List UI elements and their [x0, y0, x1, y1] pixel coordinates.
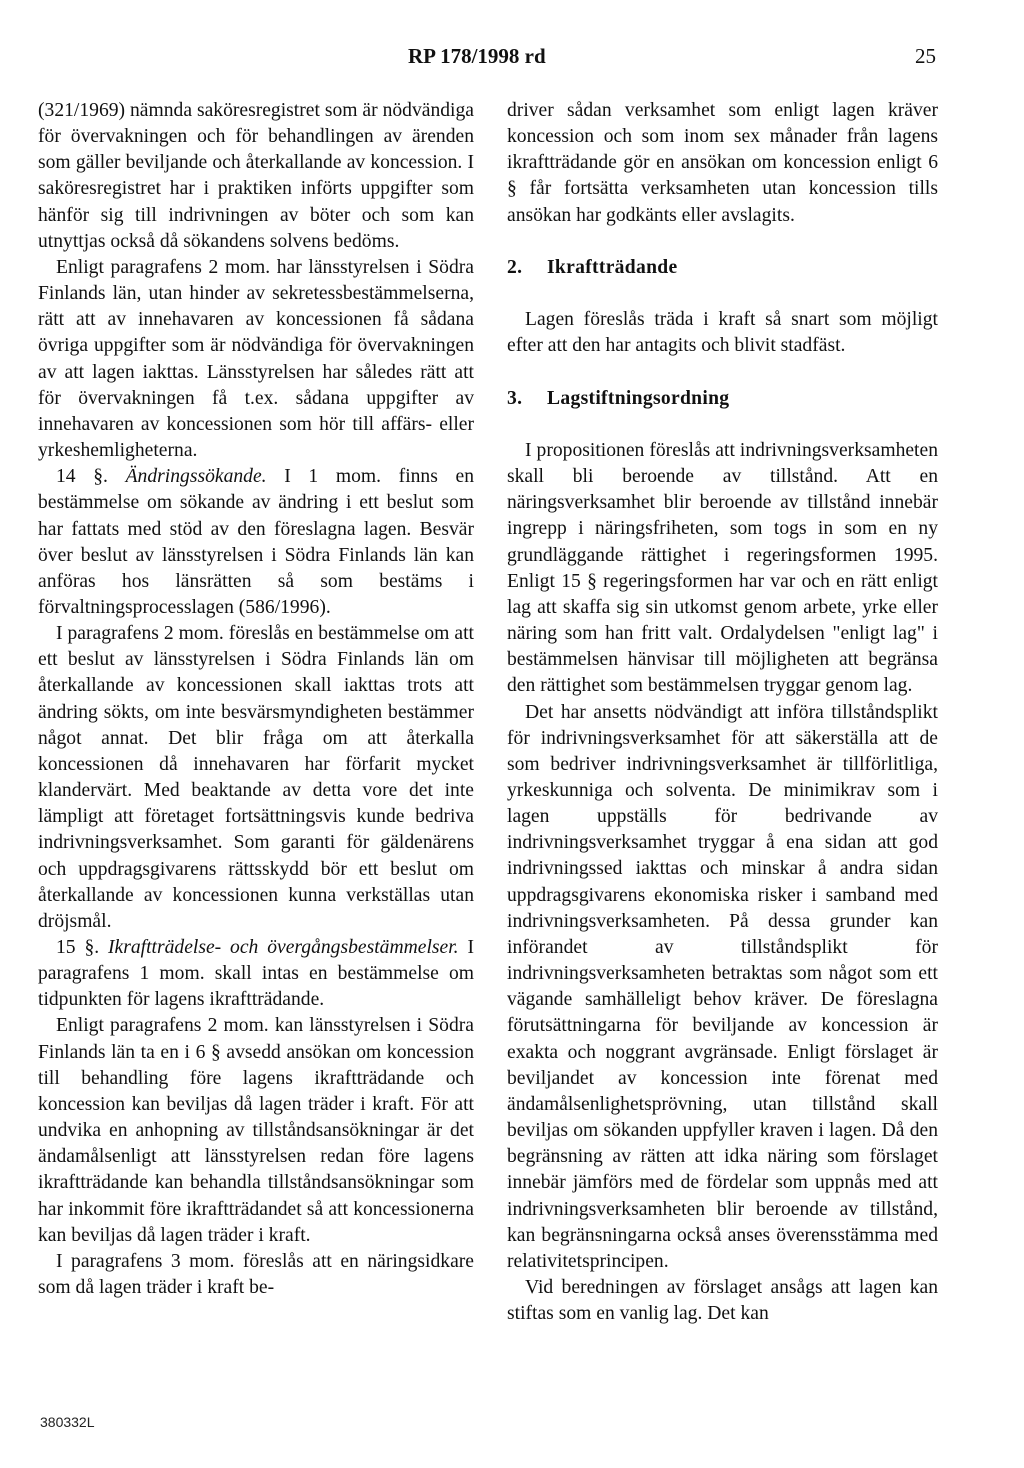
section-3-title: Lagstiftningsordning: [547, 387, 730, 409]
section-14-prefix: 14 §.: [56, 466, 126, 488]
section-3-number: 3.: [507, 387, 523, 409]
left-paragraph-5: [38, 935, 474, 1013]
section-15-title: Ikraftträdelse- och övergångsbestämmelser.: [108, 937, 459, 958]
left-paragraph-4: I paragrafens 2 mom. föreslås en bestämmelse om att ett beslut av länsstyrelsen i Södra Finlands län om återkallande av koncessionen skall iakttas trots att ändring sökts, om inte besvärsmyndigheten bestämmer något annat. Det blir fråga om att återkalla koncessionen då innehavaren har förfarit mycket klandervärt. Med beaktande av detta vore det inte lämpligt att företaget fortsättningsvis kunde bedriva indrivningsverksamhet. Som garanti för gäldenärens och uppdragsgivarens rättsskydd bör ett beslut om återkallande av koncessionen kunna verkställas utan dröjsmål.: [38, 623, 474, 932]
spacer: [507, 360, 938, 386]
section-2-title: Ikraftträdande: [547, 256, 678, 278]
spacer: [507, 412, 938, 438]
page-header: [0, 44, 1024, 74]
left-paragraph-2: Enligt paragrafens 2 mom. har länsstyrelsen i Södra Finlands län, utan hinder av sekretessbestämmelserna, rätt att av innehavaren av koncessionen få sådana övriga uppgifter som är nödvändiga för övervakningen av att lagen iakttas. Länsstyrelsen har således rätt att för övervakningen få t.ex. sådana uppgifter av innehavaren av koncessionen som hör till affärs- eller yrkeshemligheterna.: [38, 256, 474, 462]
right-paragraph-5: Vid beredningen av förslaget ansågs att lagen kan stiftas som en vanlig lag. Det kan: [507, 1276, 938, 1325]
right-column: [507, 98, 938, 1327]
spacer: [507, 229, 938, 255]
section-2-heading: [507, 255, 938, 281]
section-14-text: I 1 mom. finns en bestämmelse om sökande av ändring i ett beslut som har fattats med stöd av den föreslagna lagen. Besvär över beslut av länsstyrelsen i Södra Finlands län kan anföras hos länsrätten så som bestäms i förvaltningsprocesslagen (586/1996).: [38, 466, 474, 618]
left-paragraph-3: [38, 464, 474, 621]
section-15-text: I paragrafens 1 mom. skall intas en bestämmelse om tidpunkten för lagens ikraftträdande.: [38, 937, 474, 1011]
right-paragraph-3: I propositionen föreslås att indrivningsverksamheten skall bli beroende av tillstånd. Att en näringsverksamhet blir beroende av tillstånd innebär ingrepp i näringsfriheten, som togs in som en ny grundläggande rättighet i regeringsformen 1995. Enligt 15 § regeringsformen har var och en rätt enligt lag att skaffa sig sin utkomst genom arbete, yrke eller näring som han fritt valt. Ordalydelsen "enligt lag" i bestämmelsen hänvisar till möjligheten att begränsa den rättighet som bestämmelsen tryggar genom lag.: [507, 439, 938, 697]
section-15-prefix: 15 §.: [56, 937, 109, 958]
left-paragraph-7: I paragrafens 3 mom. föreslås att en näringsidkare som då lagen träder i kraft be-: [38, 1250, 474, 1299]
left-paragraph-6: Enligt paragrafens 2 mom. kan länsstyrelsen i Södra Finlands län ta en i 6 § avsedd ansökan om koncession till behandling före lagens ikraftträdande och koncession kan beviljas då lagen träder i kraft. För att undvika en anhopning av tillståndsansökningar är det ändamålsenligt att länsstyrelsen redan före lagens ikraftträdande kan behandla tillståndsansökningar som har inkommit före ikraftträdandet så att koncessionerna kan beviljas då lagen träder i kraft.: [38, 1015, 474, 1246]
section-2-text: Lagen föreslås träda i kraft så snart som möjligt efter att den har antagits och blivit stadfäst.: [507, 309, 938, 357]
right-paragraph-1: driver sådan verksamhet som enligt lagen kräver koncession och som inom sex månader från lagens ikraftträdande gör en ansökan om koncession enligt 6 § får fortsätta verksamheten utan koncession tills ansökan har godkänts eller avslagits.: [507, 100, 938, 226]
section-3-heading: [507, 386, 938, 412]
left-column: [38, 98, 474, 1301]
section-2-number: 2.: [507, 256, 523, 278]
section-14-title: Ändringssökande.: [125, 466, 267, 488]
left-paragraph-1: (321/1969) nämnda saköresregistret som är nödvändiga för övervakningen och för behandlingen av ärenden som gäller beviljande och återkallande av koncession. I saköresregistret har i praktiken införts uppgifter som hänför sig till indrivningen av böter och som kan utnyttjas också då sökandens solvens bedöms.: [38, 100, 474, 252]
spacer: [507, 281, 938, 307]
document-id: RP 178/1998 rd: [408, 44, 546, 68]
right-paragraph-4: Det har ansetts nödvändigt att införa tillståndsplikt för indrivningsverksamhet för att säkerställa att de som bedriver indrivningsverksamhet är tillförlitliga, yrkeskunniga och solventa. De minimikrav som i lagen uppställs för bedrivande av indrivningsverksamhet tryggar å ena sidan att god indrivningssed iakttas och minskar å andra sidan uppdragsgivarens ekonomiska risker i samband med indrivningsverksamheten. På dessa grunder kan införandet av tillståndsplikt för indrivningsverksamheten betraktas som något som ett vägande samhälleligt behov kräver. De föreslagna förutsättningarna för beviljande av koncession är exakta och noggrant avgränsade. Enligt förslaget är beviljandet av koncession inte förenat med ändamålsenlighetsprövning, utan tillstånd skall beviljas om sökanden uppfyller kraven i lagen. Då den begränsning av rätten att idka näring som förslaget innebär jämförs med de fördelar som uppnås med att indrivningsverksamheten blir beroende av tillstånd, kan begränsningarna också anses överensstämma med relativitetsprincipen.: [507, 701, 938, 1272]
footer-code: 380332L: [40, 1414, 95, 1430]
page-number: 25: [915, 44, 936, 68]
